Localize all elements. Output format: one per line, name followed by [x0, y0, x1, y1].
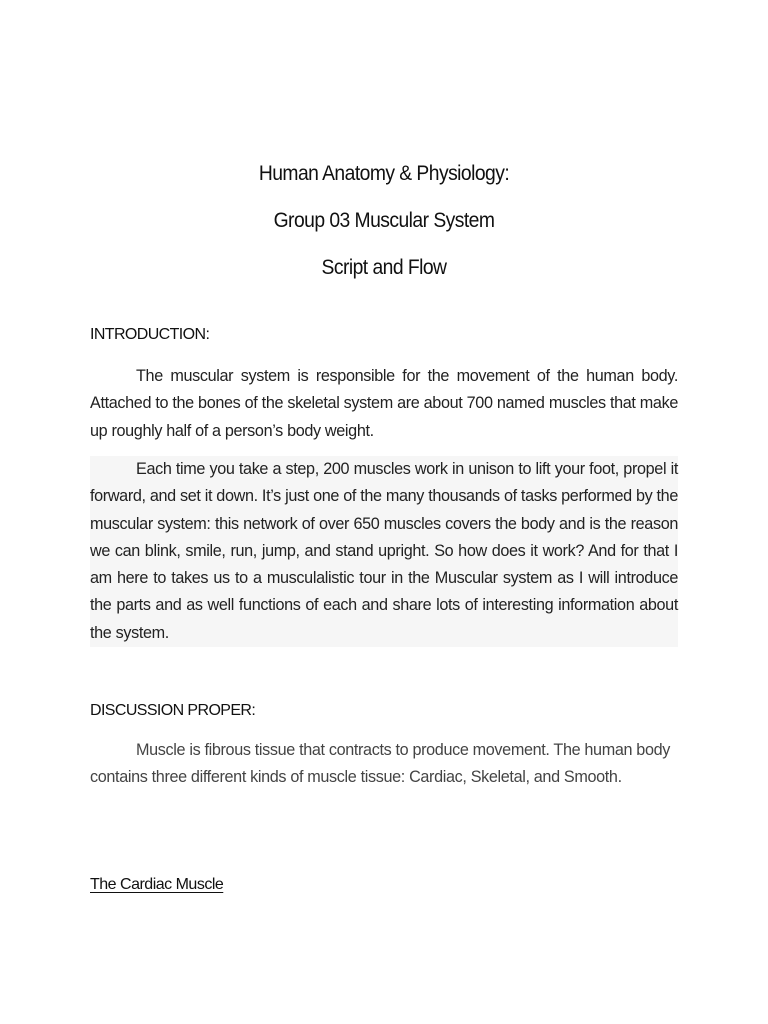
title-line-2: Group 03 Muscular System [273, 209, 495, 232]
introduction-heading: INTRODUCTION: [90, 326, 210, 343]
title-line-1: Human Anatomy & Physiology: [258, 162, 510, 185]
introduction-paragraph-2 [90, 456, 678, 647]
discussion-paragraph [90, 737, 678, 792]
introduction-paragraph-1-text: The muscular system is responsible for the movement of the human body. Attached to the bones of the skeletal system are about 700 named muscles that make up roughly half of a person’s body weight. [90, 367, 678, 440]
title-line-3: Script and Flow [321, 256, 447, 279]
introduction-paragraph-1 [90, 363, 678, 445]
introduction-paragraph-2-text: Each time you take a step, 200 muscles work in unison to lift your foot, propel it forward, and set it down. It’s just one of the many thousands of tasks performed by the muscular system: this network of over 650 muscles covers the body and is the reason we can blink, smile, run, jump, and stand upright. So how does it work? And for that I am here to takes us to a musculalistic tour in the Muscular system as I will introduce the parts and as well functions of each and share lots of interesting information about the system. [90, 460, 678, 642]
discussion-paragraph-text: Muscle is fibrous tissue that contracts to produce movement. The human body contains three different kinds of muscle tissue: Cardiac, Skeletal, and Smooth. [90, 741, 670, 787]
document-title [0, 150, 768, 291]
discussion-heading: DISCUSSION PROPER: [90, 702, 256, 719]
cardiac-muscle-heading: The Cardiac Muscle [90, 876, 224, 893]
